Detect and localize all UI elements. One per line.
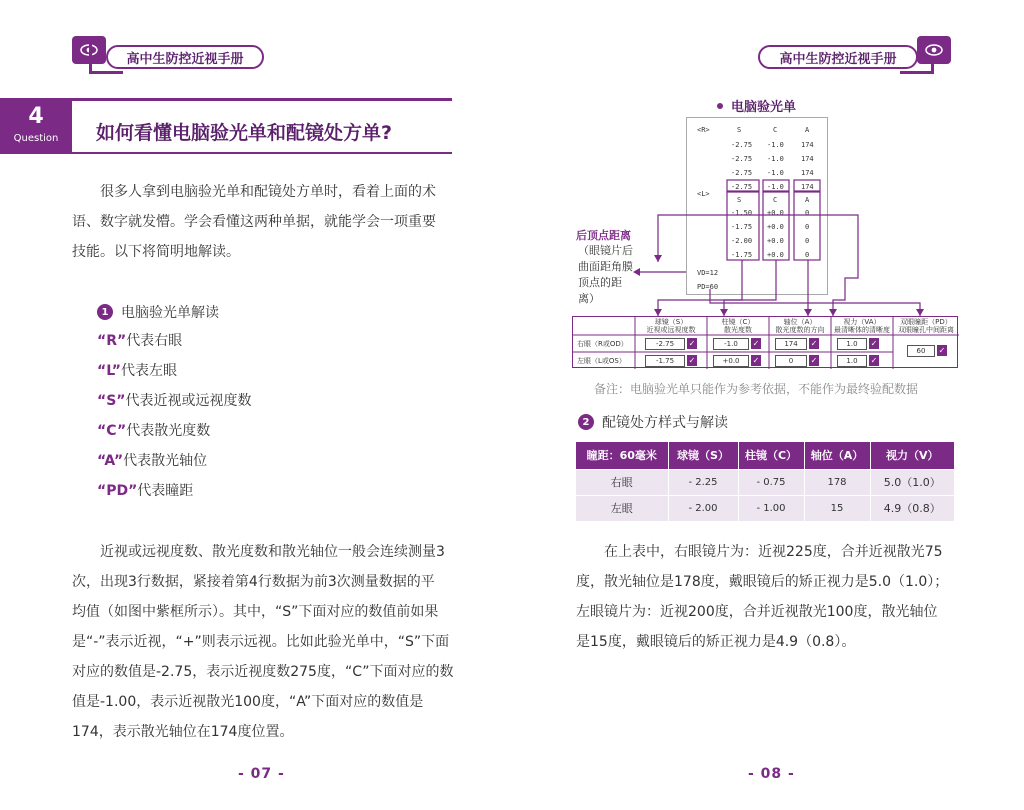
term-item: “C”代表散光度数 <box>97 423 211 439</box>
l-s: -1.50 <box>731 209 753 217</box>
header-title: 高中生防控近视手册 <box>758 45 918 69</box>
page-number: - 08 - <box>748 766 795 782</box>
form-header-a: 轴位（A） 散光度数的方向 <box>775 318 825 334</box>
vertex-distance-label: 后顶点距离 <box>576 229 631 242</box>
section-title: 配镜处方样式与解读 <box>602 415 728 431</box>
table-row <box>576 469 954 495</box>
prescription-table <box>576 442 954 521</box>
l-c-avg: +0.0 <box>767 251 784 259</box>
table-cell: 178 <box>804 469 870 495</box>
term-item: “A”代表散光轴位 <box>97 453 208 469</box>
checkbox-checked-icon: ✓ <box>810 339 818 348</box>
body-line: 是“-”表示近视，“+”则表示远视。比如此验光单中，“S”下面 <box>72 634 450 650</box>
right-sph-value: -2.75 <box>645 338 685 350</box>
term-item: “R”代表右眼 <box>97 333 183 349</box>
l-a: 0 <box>805 223 810 231</box>
right-eye-label: 右眼（R或OD） <box>577 340 628 348</box>
vertex-distance-desc: （眼镜片后曲面距角膜顶点的距离） <box>578 244 633 305</box>
checkbox-checked-icon: ✓ <box>752 356 760 365</box>
l-s: -2.00 <box>731 237 753 245</box>
r-s-avg: -2.75 <box>731 183 753 191</box>
section-number-badge: 1 <box>97 304 113 320</box>
intro-line: 语、数字就发懵。学会看懂这两种单据，就能学会一项重要 <box>72 214 436 230</box>
right-va-value: 1.0 <box>837 338 867 350</box>
table-cell: 15 <box>804 495 870 521</box>
intro-line: 技能。以下将简明地解读。 <box>72 244 240 260</box>
question-number: 4 <box>28 104 44 129</box>
r-s: -2.75 <box>731 155 753 163</box>
body-line: 均值（如图中紫框所示）。其中，“S”下面对应的数值前如果 <box>72 604 439 620</box>
l-c: +0.0 <box>767 209 784 217</box>
body-line: 是15度，戴眼镜后的矫正视力是4.9（0.8）。 <box>576 634 856 650</box>
table-cell: 4.9（0.8） <box>870 495 954 521</box>
form-header-s: 球镜（S） 近视或远视度数 <box>646 318 696 334</box>
term-item: “S”代表近视或远视度数 <box>97 393 252 409</box>
diagram-title: 电脑验光单 <box>717 96 796 115</box>
section-title: 电脑验光单解读 <box>121 305 219 321</box>
right-cyl-value: -1.0 <box>713 338 749 350</box>
checkbox-checked-icon: ✓ <box>870 339 878 348</box>
question-label: Question <box>13 133 59 144</box>
form-header-va: 视力（VA） 最清晰体的清晰度 <box>834 318 890 334</box>
table-header: 柱镜（C） <box>738 442 804 469</box>
r-s: -2.75 <box>731 169 753 177</box>
section-number-badge: 2 <box>578 414 594 430</box>
r-c: -1.0 <box>767 169 784 177</box>
body-line: 次，出现3行数据，紧接着第4行数据为前3次测量数据的平 <box>72 574 435 590</box>
checkbox-checked-icon: ✓ <box>752 339 760 348</box>
form-header-c: 柱镜（C） 散光度数 <box>721 318 755 334</box>
body-line: 对应的数值是-2.75，表示近视度数275度，“C”下面对应的数 <box>72 664 454 680</box>
page-title: 如何看懂电脑验光单和配镜处方单? <box>96 122 393 144</box>
table-cell: - 1.00 <box>738 495 804 521</box>
col-s: S <box>737 126 742 134</box>
section-heading-2 <box>578 412 728 432</box>
l-a: 0 <box>805 237 810 245</box>
r-a: 174 <box>801 169 814 177</box>
table-header: 球镜（S） <box>668 442 738 469</box>
body-line: 值是-1.00，表示近视散光100度，“A”下面对应的数值是 <box>72 694 424 710</box>
l-label: <L> <box>697 190 710 198</box>
body-line: 在上表中，右眼镜片为：近视225度，合并近视散光75 <box>604 544 943 560</box>
prescription-form <box>572 316 958 368</box>
body-line: 度，散光轴位是178度，戴眼镜后的矫正视力是5.0（1.0）； <box>576 574 949 590</box>
table-header-row <box>576 442 954 469</box>
l-s-avg: -1.75 <box>731 251 753 259</box>
pd-value: PD=60 <box>697 283 719 291</box>
col-a: A <box>805 196 810 204</box>
note-text: 备注：电脑验光单只能作为参考依据，不能作为最终验配数据 <box>594 382 919 396</box>
table-row <box>576 495 954 521</box>
form-header-pd: 双眼瞳距（PD） 双眼瞳孔中间距离 <box>898 318 954 334</box>
r-c-avg: -1.0 <box>767 183 784 191</box>
l-c: +0.0 <box>767 223 784 231</box>
table-cell: 左眼 <box>576 495 668 521</box>
col-a: A <box>805 126 810 134</box>
term-item: “PD”代表瞳距 <box>97 483 194 499</box>
table-header: 视力（V） <box>870 442 954 469</box>
left-sph-value: -1.75 <box>645 355 685 367</box>
page-number: - 07 - <box>238 766 285 782</box>
body-line: 近视或远视度数、散光度数和散光轴位一般会连续测量3 <box>100 544 445 560</box>
table-header: 瞳距：60毫米 <box>576 442 668 469</box>
col-s: S <box>737 196 742 204</box>
r-c: -1.0 <box>767 155 784 163</box>
table-cell: - 0.75 <box>738 469 804 495</box>
vd-value: VD=12 <box>697 269 719 277</box>
table-cell: 右眼 <box>576 469 668 495</box>
table-cell: - 2.00 <box>668 495 738 521</box>
checkbox-checked-icon: ✓ <box>810 356 818 365</box>
l-s: -1.75 <box>731 223 753 231</box>
header-title: 高中生防控近视手册 <box>106 45 264 69</box>
checkbox-checked-icon: ✓ <box>688 339 696 348</box>
left-eye-label: 左眼（L或OS） <box>577 357 626 365</box>
l-c: +0.0 <box>767 237 784 245</box>
right-body-paragraph <box>576 537 958 657</box>
r-a-avg: 174 <box>801 183 814 191</box>
table-cell: - 2.25 <box>668 469 738 495</box>
table-cell: 5.0（1.0） <box>870 469 954 495</box>
body-line: 左眼镜片为：近视200度，合并近视散光100度，散光轴位 <box>576 604 938 620</box>
body-line: 174，表示散光轴位在174度位置。 <box>72 724 294 740</box>
left-cyl-value: +0.0 <box>713 355 749 367</box>
l-a-avg: 0 <box>805 251 810 259</box>
checkbox-checked-icon: ✓ <box>938 346 946 355</box>
l-a: 0 <box>805 209 810 217</box>
left-va-value: 1.0 <box>837 355 867 367</box>
pd-value-box: 60 <box>907 345 935 357</box>
r-c: -1.0 <box>767 141 784 149</box>
left-axis-value: 0 <box>775 355 807 367</box>
r-a: 174 <box>801 141 814 149</box>
table-header: 轴位（A） <box>804 442 870 469</box>
r-label: <R> <box>697 126 710 134</box>
col-c: C <box>773 196 778 204</box>
intro-line: 很多人拿到电脑验光单和配镜处方单时，看着上面的术 <box>100 184 436 200</box>
checkbox-checked-icon: ✓ <box>870 356 878 365</box>
col-c: C <box>773 126 778 134</box>
r-a: 174 <box>801 155 814 163</box>
right-axis-value: 174 <box>775 338 807 350</box>
r-s: -2.75 <box>731 141 753 149</box>
checkbox-checked-icon: ✓ <box>688 356 696 365</box>
term-item: “L”代表左眼 <box>97 363 177 379</box>
